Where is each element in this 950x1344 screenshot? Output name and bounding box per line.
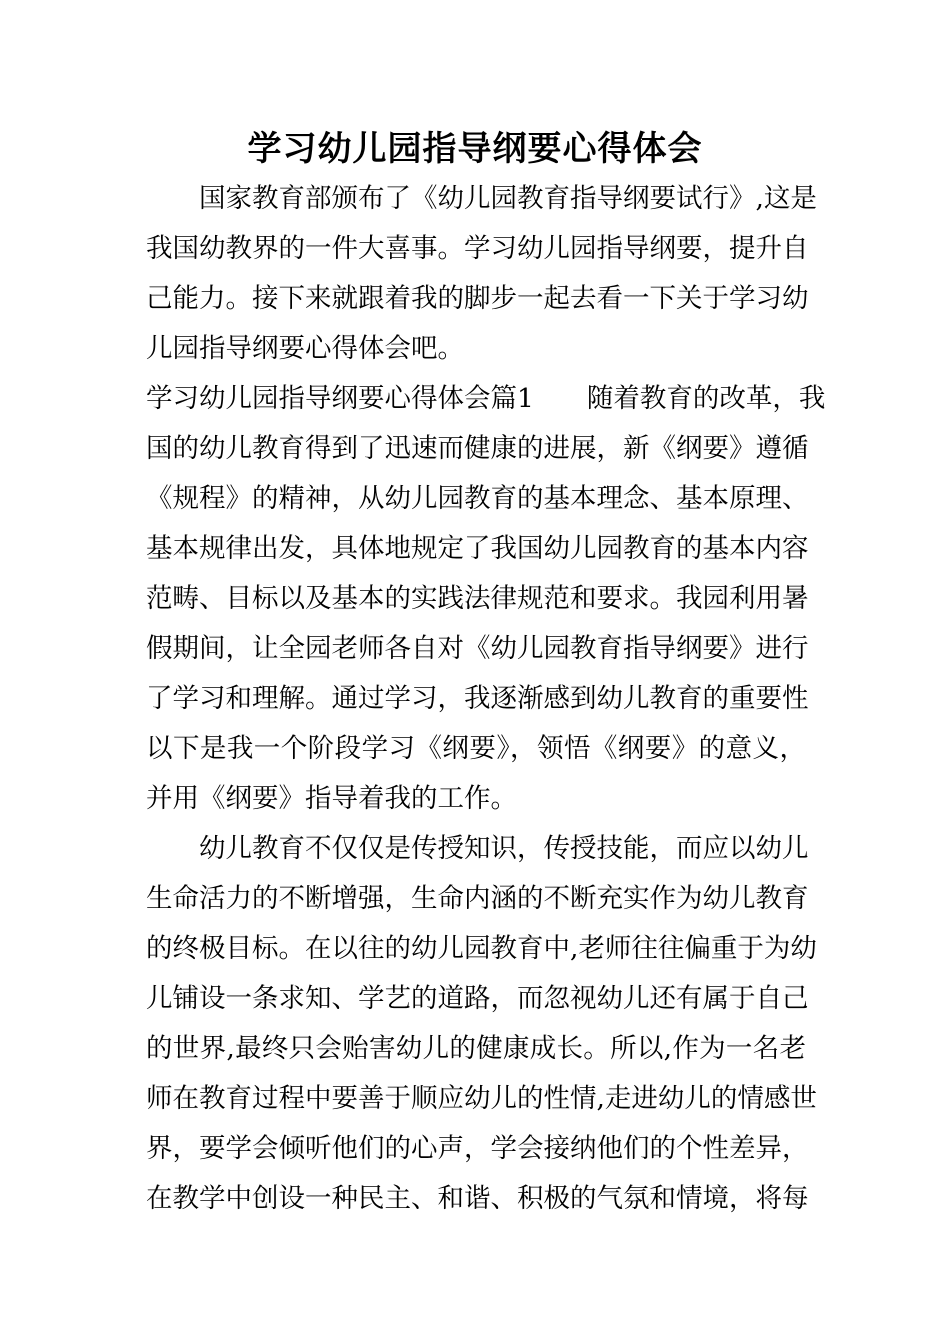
text-line-20: 界，要学会倾听他们的心声，学会接纳他们的个性差异， (146, 1133, 809, 1164)
text-line-14: 幼儿教育不仅仅是传授知识，传授技能，而应以幼儿 (146, 833, 809, 864)
text-line-21: 在教学中创设一种民主、和谐、积极的气氛和情境，将每 (146, 1183, 809, 1214)
text-line-10: 假期间，让全园老师各自对《幼儿园教育指导纲要》进行 (146, 633, 809, 664)
document-title: 学习幼儿园指导纲要心得体会 (247, 129, 703, 169)
text-line-12: 以下是我一个阶段学习《纲要》，领悟《纲要》的意义， (146, 733, 806, 764)
text-line-5: 学习幼儿园指导纲要心得体会篇1 随着教育的改革，我 (146, 383, 826, 414)
text-line-7: 《规程》的精神，从幼儿园教育的基本理念、基本原理、 (146, 483, 809, 514)
text-line-3: 己能力。接下来就跟着我的脚步一起去看一下关于学习幼 (146, 283, 809, 314)
text-line-2: 我国幼教界的一件大喜事。学习幼儿园指导纲要，提升自 (146, 233, 809, 264)
text-line-19: 师在教育过程中要善于顺应幼儿的性情,走进幼儿的情感世 (146, 1083, 817, 1114)
text-line-18: 的世界,最终只会贻害幼儿的健康成长。所以,作为一名老 (146, 1033, 806, 1064)
text-line-6: 国的幼儿教育得到了迅速而健康的进展，新《纲要》遵循 (146, 433, 809, 464)
text-line-9: 范畴、目标以及基本的实践法律规范和要求。我园利用暑 (146, 583, 809, 614)
text-line-1: 国家教育部颁布了《幼儿园教育指导纲要试行》,这是 (146, 183, 817, 214)
text-line-8: 基本规律出发，具体地规定了我国幼儿园教育的基本内容 (146, 533, 809, 564)
text-line-16: 的终极目标。在以往的幼儿园教育中,老师往往偏重于为幼 (146, 933, 817, 964)
text-line-11: 了学习和理解。通过学习，我逐渐感到幼儿教育的重要性 (146, 683, 809, 714)
text-line-15: 生命活力的不断增强，生命内涵的不断充实作为幼儿教育 (146, 883, 809, 914)
text-line-17: 儿铺设一条求知、学艺的道路，而忽视幼儿还有属于自己 (146, 983, 809, 1014)
text-line-13: 并用《纲要》指导着我的工作。 (146, 783, 517, 814)
text-line-4: 儿园指导纲要心得体会吧。 (146, 333, 464, 364)
